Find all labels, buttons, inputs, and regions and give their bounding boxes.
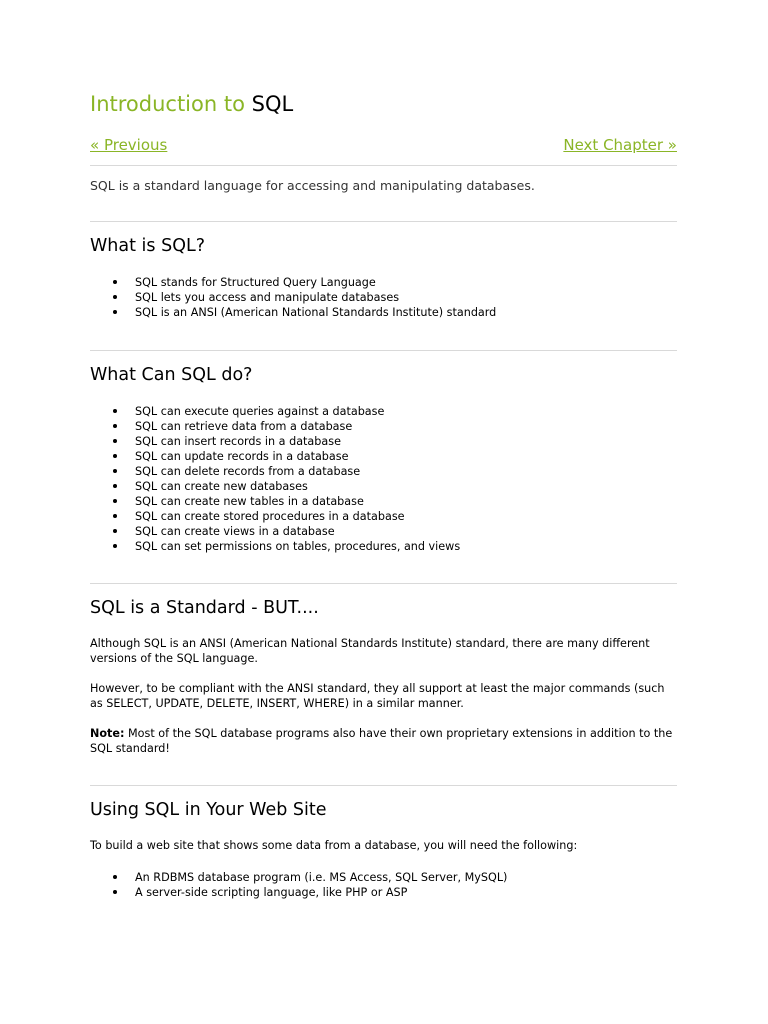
list-item: SQL can delete records from a database [90, 464, 677, 479]
previous-link[interactable]: « Previous [90, 136, 168, 154]
bullet-icon [113, 499, 117, 503]
bullet-icon [113, 310, 117, 314]
divider [90, 165, 677, 166]
list-item: SQL can update records in a database [90, 449, 677, 464]
paragraph-compliance: However, to be compliant with the ANSI standard, they all support at least the major commands (such as SELECT, UPDATE, DELETE, INSERT, WHERE) in a similar manner. [90, 682, 665, 710]
paragraph-web-site-needs: To build a web site that shows some data from a database, you will need the following: [90, 839, 578, 852]
bullet-icon [113, 875, 117, 879]
page-title [90, 91, 677, 117]
section-heading-sql-is-a-standard: SQL is a Standard - BUT.... [90, 598, 319, 618]
list-item: SQL can execute queries against a database [90, 404, 677, 419]
note-label: Note: [90, 727, 125, 740]
page-title-subject: SQL [251, 92, 294, 116]
list-item: SQL can insert records in a database [90, 434, 677, 449]
bullet-icon [113, 280, 117, 284]
bullet-icon [113, 514, 117, 518]
bullet-icon [113, 295, 117, 299]
bullet-icon [113, 484, 117, 488]
bullet-icon [113, 890, 117, 894]
list-item: An RDBMS database program (i.e. MS Access, SQL Server, MySQL) [90, 870, 677, 885]
section-heading-what-can-sql-do: What Can SQL do? [90, 365, 253, 385]
list-item: A server-side scripting language, like PHP or ASP [90, 885, 677, 900]
bullet-icon [113, 544, 117, 548]
web-site-requirements-list [90, 870, 677, 900]
what-is-sql-list [90, 275, 677, 320]
what-can-sql-do-list [90, 404, 677, 554]
list-item: SQL can retrieve data from a database [90, 419, 677, 434]
paragraph-note [90, 726, 677, 756]
list-item: SQL can set permissions on tables, procedures, and views [90, 539, 677, 554]
bullet-icon [113, 529, 117, 533]
bullet-icon [113, 454, 117, 458]
section-heading-what-is-sql: What is SQL? [90, 236, 206, 256]
list-item: SQL stands for Structured Query Language [90, 275, 677, 290]
intro-text: SQL is a standard language for accessing and manipulating databases. [90, 178, 535, 193]
list-item: SQL is an ANSI (American National Standards Institute) standard [90, 305, 677, 320]
chapter-nav [90, 135, 677, 157]
bullet-icon [113, 469, 117, 473]
list-item: SQL can create views in a database [90, 524, 677, 539]
bullet-icon [113, 439, 117, 443]
paragraph-versions: Although SQL is an ANSI (American National Standards Institute) standard, there are many different versions of the SQL language. [90, 637, 650, 665]
divider [90, 785, 677, 786]
list-item: SQL can create new databases [90, 479, 677, 494]
page-title-prefix: Introduction to [90, 92, 252, 116]
list-item: SQL can create stored procedures in a database [90, 509, 677, 524]
divider [90, 350, 677, 351]
section-heading-using-sql-web-site: Using SQL in Your Web Site [90, 800, 327, 820]
bullet-icon [113, 424, 117, 428]
divider [90, 221, 677, 222]
bullet-icon [113, 409, 117, 413]
divider [90, 583, 677, 584]
note-text: Most of the SQL database programs also have their own proprietary extensions in addition to the SQL standard! [90, 727, 673, 755]
list-item: SQL lets you access and manipulate databases [90, 290, 677, 305]
list-item: SQL can create new tables in a database [90, 494, 677, 509]
next-chapter-link[interactable]: Next Chapter » [563, 136, 677, 154]
